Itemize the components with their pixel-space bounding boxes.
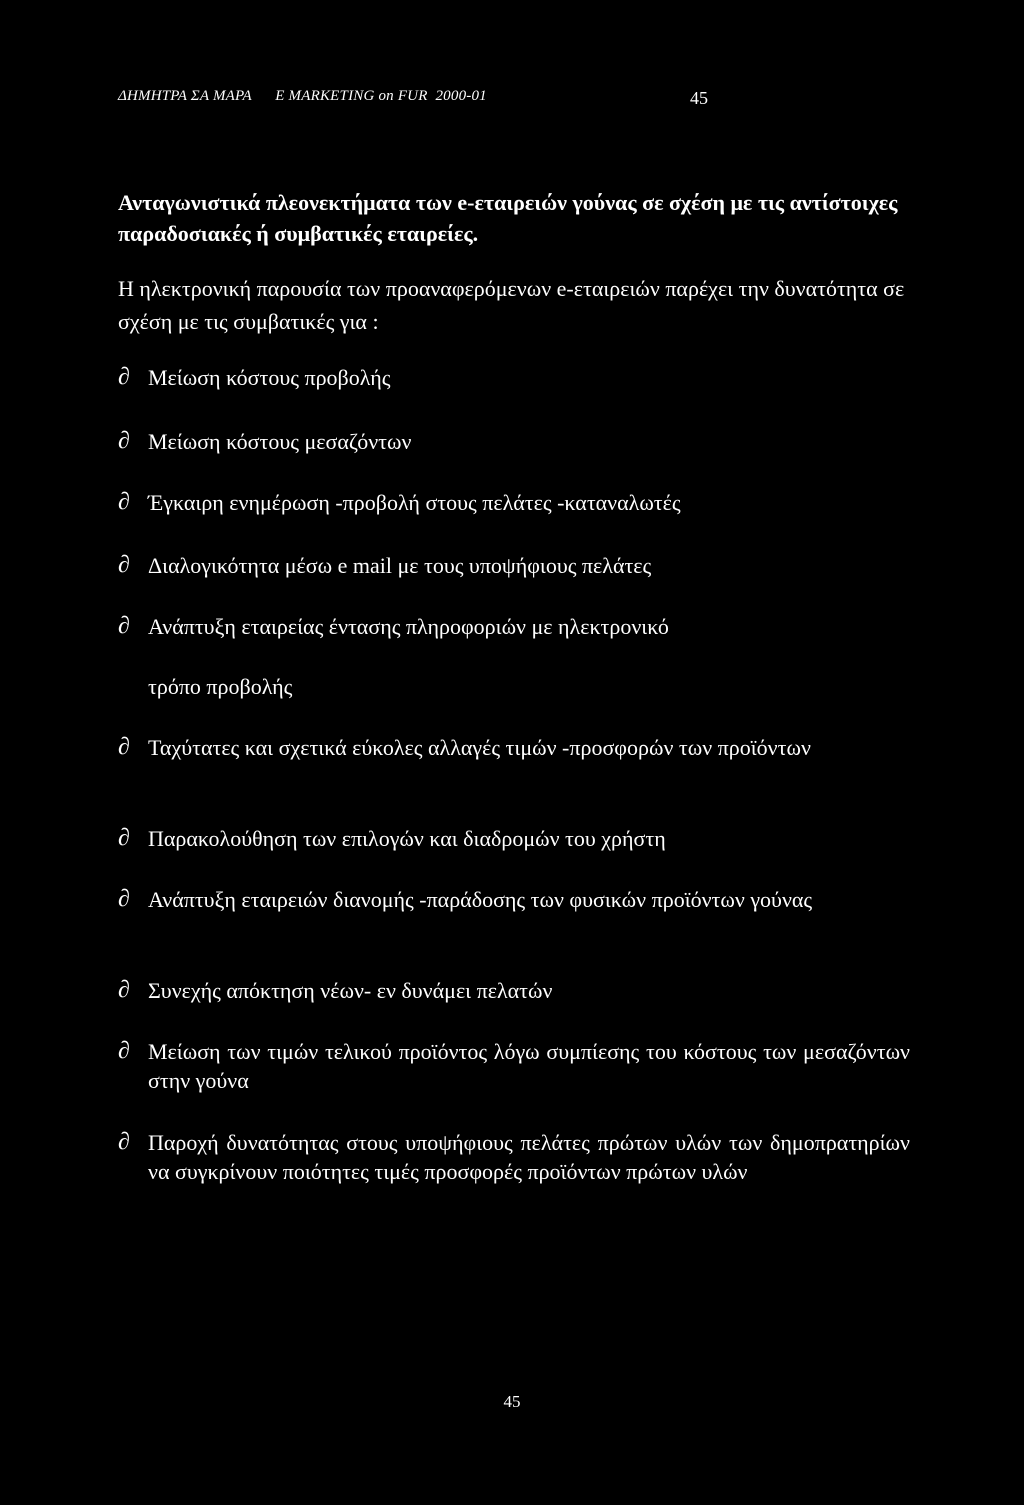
partial-derivative-bullet-icon: ∂ — [118, 825, 130, 851]
list-item-text: Συνεχής απόκτηση νέων- εν δυνάμει πελατών — [148, 978, 553, 1003]
partial-derivative-bullet-icon: ∂ — [118, 489, 130, 515]
list-item-text: Μείωση κόστους μεσαζόντων — [148, 429, 412, 454]
partial-derivative-bullet-icon: ∂ — [118, 734, 130, 760]
list-item-text: Ανάπτυξη εταιρειών διανομής -παράδοσης των φυσικών προϊόντων γούνας — [148, 887, 813, 912]
list-item-text: Ανάπτυξη εταιρείας έντασης πληροφοριών με ηλεκτρονικό — [148, 614, 669, 639]
list-item — [118, 1037, 910, 1095]
list-item — [118, 885, 910, 914]
list-item — [118, 733, 910, 762]
list-item-text: Διαλογικότητα μέσω e mail με τους υποψήφιους πελάτες — [148, 553, 652, 578]
partial-derivative-bullet-icon: ∂ — [118, 552, 130, 578]
list-item-text: Έγκαιρη ενημέρωση -προβολή στους πελάτες -καταναλωτές — [148, 490, 681, 515]
partial-derivative-bullet-icon: ∂ — [118, 364, 130, 390]
running-title: ΔΗΜΗΤΡΑ ΣΑ ΜΑΡΑ E MARKETING on FUR 2000-01 — [118, 88, 487, 104]
header-page-number: 45 — [690, 88, 708, 108]
intro-paragraph: Η ηλεκτρονική παρουσία των προαναφερόμενων e-εταιρειών παρέχει την δυνατότητα σε σχέση με τις συμβατικές για : — [118, 276, 905, 334]
list-item-text: Μείωση κόστους προβολής — [148, 365, 391, 390]
list-item — [118, 976, 910, 1005]
list-item-text: Μείωση των τιμών τελικού προϊόντος λόγω συμπίεσης του κόστους των μεσαζόντων στην γούνα — [148, 1039, 910, 1093]
partial-derivative-bullet-icon: ∂ — [118, 428, 130, 454]
partial-derivative-bullet-icon: ∂ — [118, 977, 130, 1003]
section-heading: Ανταγωνιστικά πλεονεκτήματα των e-εταιρειών γούνας σε σχέση με τις αντίστοιχες παραδοσιακές ή συμβατικές εταιρείες. — [118, 190, 898, 246]
list-item — [118, 488, 910, 517]
list-item-text: Παρακολούθηση των επιλογών και διαδρομών του χρήστη — [148, 826, 666, 851]
list-item — [118, 363, 910, 392]
list-item — [118, 1128, 910, 1186]
footer-page-number: 45 — [503, 1392, 521, 1411]
list-item — [118, 427, 910, 456]
partial-derivative-bullet-icon: ∂ — [118, 1038, 130, 1064]
partial-derivative-bullet-icon: ∂ — [118, 1129, 130, 1155]
list-item — [118, 824, 910, 853]
running-header — [118, 88, 708, 112]
list-item-text: Ταχύτατες και σχετικά εύκολες αλλαγές τιμών -προσφορών των προϊόντων — [148, 735, 811, 760]
list-item-continuation: τρόπο προβολής — [148, 674, 293, 699]
partial-derivative-bullet-icon: ∂ — [118, 886, 130, 912]
list-item — [118, 612, 910, 641]
partial-derivative-bullet-icon: ∂ — [118, 613, 130, 639]
list-item-text: Παροχή δυνατότητας στους υποψήφιους πελάτες πρώτων υλών των δημοπρατηρίων να συγκρίνουν ποιότητες τιμές προσφορές προϊόντων πρώτων υλών — [148, 1130, 910, 1184]
list-item — [118, 551, 910, 580]
